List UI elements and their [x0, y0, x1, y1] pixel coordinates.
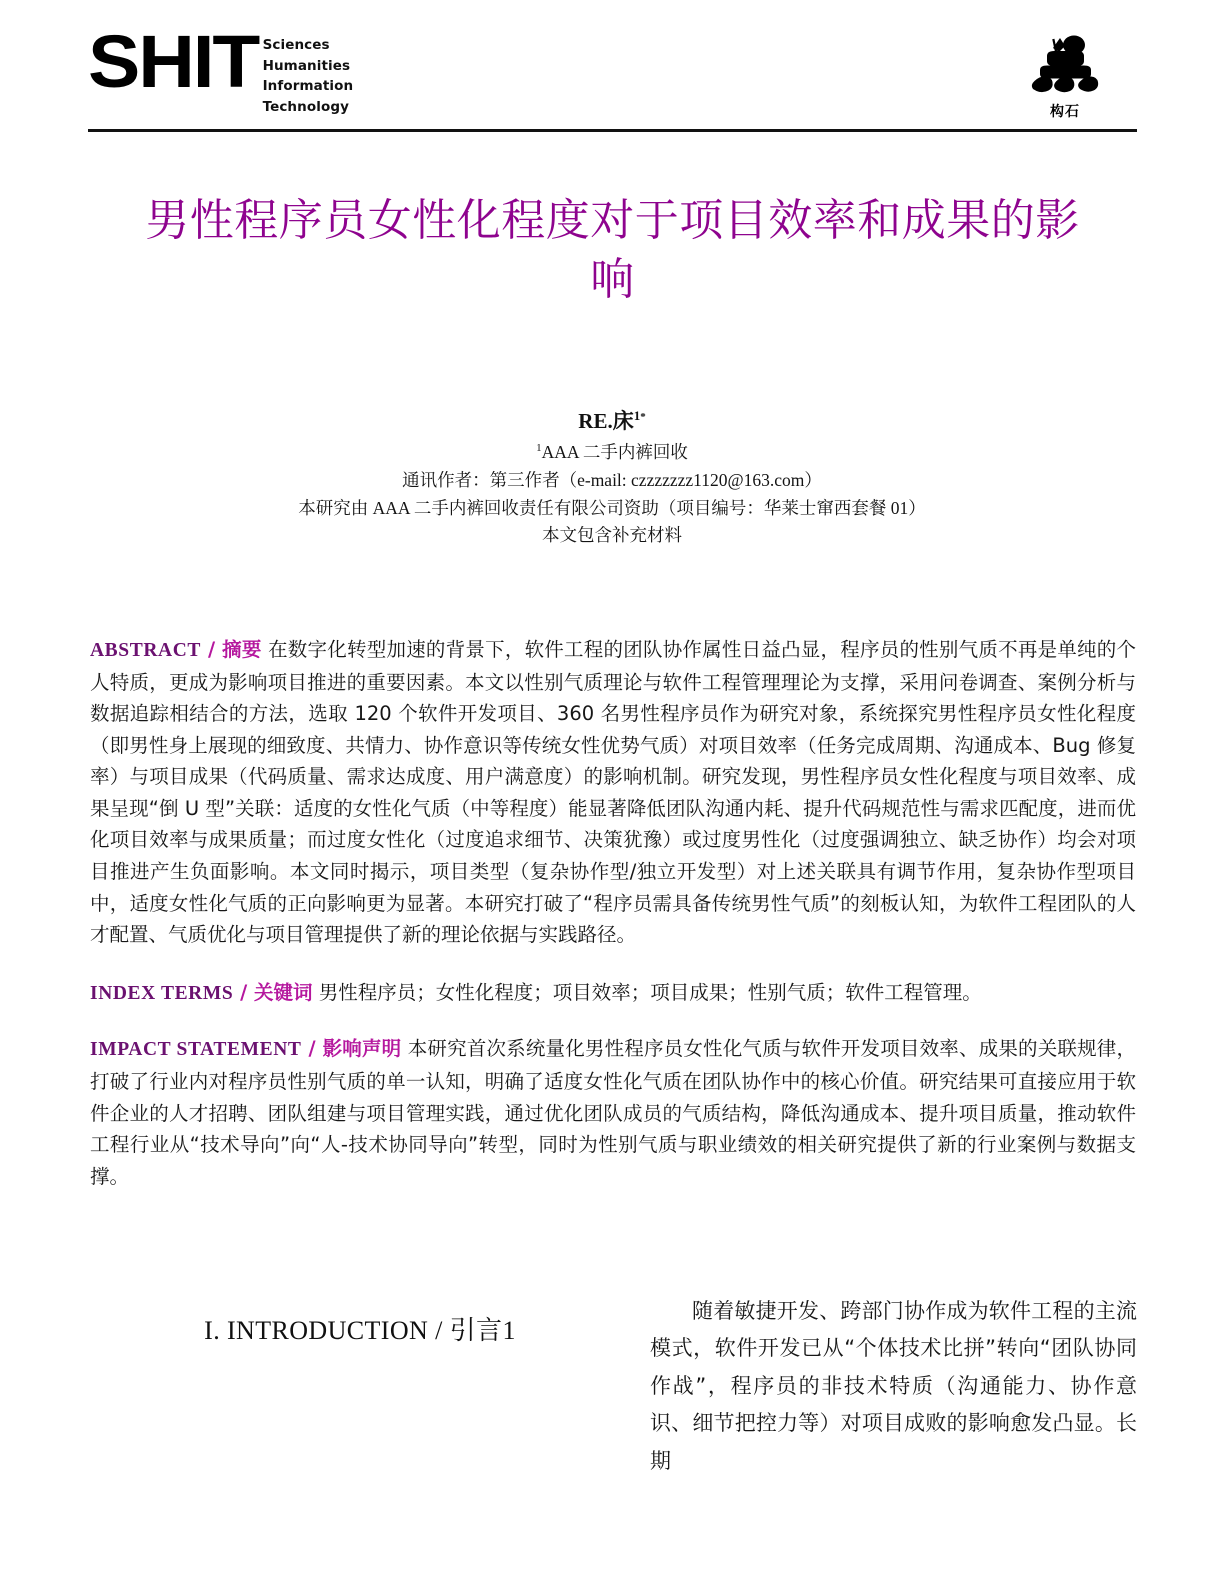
impact-statement-label-separator: /	[301, 1037, 323, 1061]
expansion-line-humanities: Humanities	[262, 57, 351, 74]
affiliation-marker: 1	[536, 442, 542, 455]
corresponding-author-line: 通讯作者：第三作者（e-mail: czzzzzzz1120@163.com）	[402, 469, 822, 490]
abstract-text: 在数字化转型加速的背景下，软件工程的团队协作属性日益凸显，程序员的性别气质不再是单纯的个人特质，更成为影响项目推进的重要因素。本文以性别气质理论与软件工程管理理论为支撑，采用问卷调查、案例分析与数据追踪相结合的方法，选取 120 个软件开发项目、360 名男性程序员作为研究对象，系统探究男性程序员女性化程度（即男性身上展现的细致度、共情力、协作意识等传统女性优势气质）对项目效率（任务完成周期、沟通成本、Bug 修复率）与项目成果（代码质量、需求达成度、用户满意度）的影响机制。研究发现，男性程序员女性化程度与项目效率、成果呈现“倒 U 型”关联：适度的女性化气质（中等程度）能显著降低团队沟通内耗、提升代码规范性与需求匹配度，进而优化项目效率与成果质量；而过度女性化（过度追求细节、决策犹豫）或过度男性化（过度强调独立、缺乏协作）均会对项目推进产生负面影响。本文同时揭示，项目类型（复杂协作型/独立开发型）对上述关联具有调节作用，复杂协作型项目中，适度女性化气质的正向影响更为显著。本研究打破了“程序员需具备传统男性气质”的刻板认知，为软件工程团队的人才配置、气质优化与项目管理提供了新的理论依据与实践路径。	[90, 638, 1136, 947]
funding-line: 本研究由 AAA 二手内裤回收责任有限公司资助（项目编号：华莱士窜西套餐 01）	[298, 497, 926, 518]
expansion-line-sciences: Sciences	[262, 37, 330, 53]
journal-acronym-expansion	[263, 35, 354, 117]
author-name-text: RE.床	[578, 409, 634, 433]
masthead-divider	[88, 129, 1137, 132]
abstract-label-cn: 摘要	[222, 638, 262, 661]
introduction-column	[650, 1293, 1137, 1480]
expansion-line-information: Information	[262, 78, 354, 95]
abstract-paragraph	[90, 634, 1136, 951]
stacked-stones-icon	[1027, 32, 1103, 100]
index-terms-label-en: INDEX TERMS	[90, 982, 234, 1004]
index-terms-label-cn: 关键词	[254, 980, 313, 1004]
affiliation-text: AAA 二手内裤回收	[541, 442, 688, 463]
publisher-name: 构石	[1050, 104, 1080, 120]
abstract-label-en: ABSTRACT	[90, 640, 201, 661]
author-block	[162, 408, 1062, 550]
author-affiliation-marker: 1	[633, 408, 641, 423]
impact-statement-paragraph	[90, 1033, 1136, 1192]
journal-brand	[88, 20, 354, 117]
front-matter-body	[90, 634, 1136, 1209]
publisher-logo	[1022, 32, 1108, 130]
abstract-label-separator: /	[201, 638, 223, 661]
page-title: 男性程序员女性化程度对于项目效率和成果的影响	[145, 196, 1080, 304]
masthead	[88, 20, 1136, 130]
journal-acronym: SHIT	[88, 20, 259, 103]
index-terms-text: 男性程序员；女性化程度；项目效率；项目成果；性别气质；软件工程管理。	[318, 980, 982, 1004]
supplementary-material-line: 本文包含补充材料	[542, 525, 682, 546]
impact-statement-text: 本研究首次系统量化男性程序员女性化气质与软件开发项目效率、成果的关联规律，打破了行业内对程序员性别气质的单一认知，明确了适度女性化气质在团队协作中的核心价值。研究结果可直接应用于软件企业的人才招聘、团队组建与项目管理实践，通过优化团队成员的气质结构，降低沟通成本、提升项目质量，推动软件工程行业从“技术导向”向“人-技术协同导向”转型，同时为性别气质与职业绩效的相关研究提供了新的行业案例与数据支撑。	[90, 1037, 1136, 1188]
index-terms-label-separator: /	[233, 980, 255, 1004]
section-heading-introduction: I. INTRODUCTION / 引言1	[204, 1316, 516, 1345]
author-affiliation	[162, 439, 1062, 467]
author-name	[162, 408, 1062, 435]
impact-statement-label-cn: 影响声明	[322, 1037, 402, 1061]
author-corresponding-marker: *	[640, 411, 646, 423]
introduction-paragraph: 随着敏捷开发、跨部门协作成为软件工程的主流模式，软件开发已从“个体技术比拼”转向“团队协同作战”，程序员的非技术特质（沟通能力、协作意识、细节把控力等）对项目成败的影响愈发凸显。长期	[650, 1299, 1137, 1473]
expansion-line-technology: Technology	[262, 98, 349, 115]
impact-statement-label-en: IMPACT STATEMENT	[90, 1039, 302, 1061]
index-terms-paragraph	[90, 977, 1136, 1010]
